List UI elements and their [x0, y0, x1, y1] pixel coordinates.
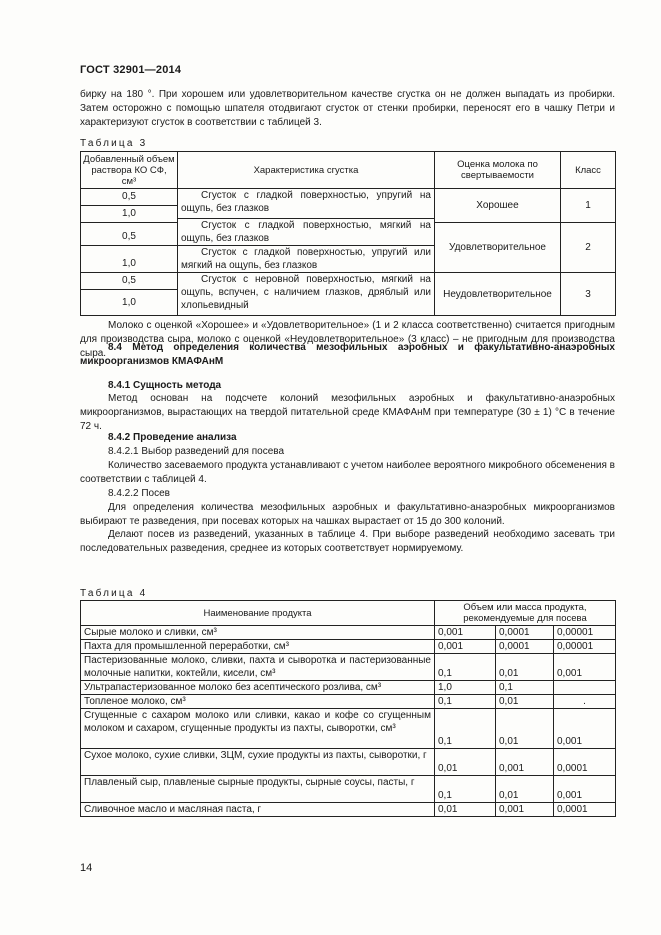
table4-product-name: Сгущенные с сахаром молоко или сливки, какао и кофе со сгущенным молоком и сахаром, сгущенные продукты из пахты, сыворотки, см³: [81, 709, 435, 749]
table-row: [81, 626, 616, 640]
table4-amount-2: 0,01: [496, 695, 554, 709]
table3-volume-cell: 1,0: [81, 246, 178, 273]
table4-product-name: Пастеризованные молоко, сливки, пахта и сыворотка и пастеризованные молочные напитки, коктейли, кисели, см³: [81, 654, 435, 681]
table4-amount-1: 0,1: [435, 695, 496, 709]
table4-amount-3: 0,001: [554, 776, 616, 803]
table3-class-cell: 1: [561, 189, 616, 223]
table4-header-row: [81, 601, 616, 626]
table3-rating-cell: Удовлетворительное: [435, 223, 561, 273]
table-row: [81, 695, 616, 709]
table4-amount-2: 0,0001: [496, 640, 554, 654]
table4-amount-2: 0,0001: [496, 626, 554, 640]
standard-header: ГОСТ 32901—2014: [80, 64, 182, 76]
table4-product-name: Сырые молоко и сливки, см³: [81, 626, 435, 640]
table4-amount-3: 0,001: [554, 709, 616, 749]
table-row: [81, 709, 616, 749]
table3-header-characteristic: Характеристика сгустка: [178, 152, 435, 189]
table-row: [81, 681, 616, 695]
table4-caption: Таблица 4: [80, 588, 148, 599]
table-row: [81, 803, 616, 817]
section-8-4-2-2-text1: Для определения количества мезофильных аэробных и факультативно-анаэробных микроорганизмов выбирают те разведения, при посевах которых на чашках вырастает от 15 до 300 колоний.: [80, 502, 615, 527]
table3-header-volume: Добавленный объем раствора КО СФ, см³: [81, 152, 178, 189]
table-row: [81, 654, 616, 681]
table3-volume-cell: 1,0: [81, 206, 178, 223]
section-8-4-heading: 8.4 Метод определения количества мезофильных аэробных и факультативно-анаэробных микроорганизмов КМАФАнМ: [80, 342, 615, 367]
page-number: 14: [80, 862, 93, 874]
table4-amount-2: 0,01: [496, 709, 554, 749]
table4-amount-1: 0,1: [435, 709, 496, 749]
section-8-4-2-2-title: 8.4.2.2 Посев: [108, 488, 170, 499]
table4-header-name: Наименование продукта: [81, 601, 435, 626]
table4-amount-1: 0,001: [435, 640, 496, 654]
table4-amount-1: 0,001: [435, 626, 496, 640]
table-row: [81, 749, 616, 776]
table3-description-cell: Сгусток с гладкой поверхностью, упругий на ощупь, без глазков: [178, 189, 435, 219]
table3-rating-cell: Хорошее: [435, 189, 561, 223]
table-row: [81, 640, 616, 654]
table3-description-cell: Сгусток с неровной поверхностью, мягкий на ощупь, вспучен, с наличием глазков, дряблый или хлопьевидный: [178, 273, 435, 316]
table3-volume-cell: 0,5: [81, 273, 178, 290]
table4-amount-1: 0,1: [435, 654, 496, 681]
table4-amount-3: .: [554, 695, 616, 709]
paragraph-suitability: Молоко с оценкой «Хорошее» и «Удовлетворительное» (1 и 2 класса соответственно) считается пригодным для производства сыра, молоко с оценкой «Неудовлетворительное» (3 класс) – не пригодным для производства сыра.: [80, 320, 615, 359]
section-8-4-2-2-text2: Делают посев из разведений, указанных в таблице 4. При выборе разведений необходимо засевать три последовательных разведения, среднее из которых соответствует нормируемому.: [80, 529, 615, 554]
table-row: [81, 776, 616, 803]
table3-class-cell: 2: [561, 223, 616, 273]
table3-header-row: [81, 152, 616, 189]
table4-amount-2: 0,1: [496, 681, 554, 695]
table3-description-cell: Сгусток с гладкой поверхностью, мягкий на ощупь, без глазков: [178, 219, 435, 246]
table4-amount-3: 0,00001: [554, 640, 616, 654]
section-8-4-1-title: 8.4.1 Сущность метода: [108, 380, 222, 391]
section-8-4-2-1-text: Количество засеваемого продукта устанавливают с учетом наиболее вероятного микробного обсеменения в соответствии с таблицей 4.: [80, 460, 615, 485]
section-8-4-2-1-title: 8.4.2.1 Выбор разведений для посева: [108, 446, 285, 457]
table4-amount-3: 0,0001: [554, 803, 616, 817]
table4-product-name: Сливочное масло и масляная паста, г: [81, 803, 435, 817]
table3-volume-cell: 0,5: [81, 223, 178, 246]
table4-product-name: Ультрапастеризованное молоко без асептического розлива, см³: [81, 681, 435, 695]
table4-amount-2: 0,01: [496, 776, 554, 803]
table4-amount-2: 0,001: [496, 749, 554, 776]
table3-volume-cell: 0,5: [81, 189, 178, 206]
table-row: [81, 273, 616, 290]
table4-amount-3: 0,0001: [554, 749, 616, 776]
table4-amount-3: [554, 681, 616, 695]
section-8-4-1-text: Метод основан на подсчете колоний мезофильных аэробных и факультативно-анаэробных микроорганизмов, вырастающих на твердой питательной среде КМАФАнМ при температуре (30 ± 1) °С в течение 72 ч.: [80, 393, 615, 432]
table4: [80, 600, 616, 817]
table4-amount-3: 0,001: [554, 654, 616, 681]
table3-class-cell: 3: [561, 273, 616, 316]
table3-caption: Таблица 3: [80, 138, 148, 149]
table4-product-name: Плавленый сыр, плавленые сырные продукты, сырные соусы, пасты, г: [81, 776, 435, 803]
table4-amount-1: 0,01: [435, 749, 496, 776]
section-8-4-2-title: 8.4.2 Проведение анализа: [108, 432, 237, 443]
table-row: [81, 189, 616, 206]
table4-amount-1: 0,1: [435, 776, 496, 803]
table3-description-cell: Сгусток с гладкой поверхностью, упругий или мягкий на ощупь, без глазков: [178, 246, 435, 273]
table3-header-rating: Оценка молока по свертываемости: [435, 152, 561, 189]
table4-product-name: Сухое молоко, сухие сливки, ЗЦМ, сухие продукты из пахты, сыворотки, г: [81, 749, 435, 776]
table4-product-name: Пахта для промышленной переработки, см³: [81, 640, 435, 654]
table3-rating-cell: Неудовлетворительное: [435, 273, 561, 316]
table4-amount-3: 0,00001: [554, 626, 616, 640]
table4-amount-2: 0,01: [496, 654, 554, 681]
table3-header-class: Класс: [561, 152, 616, 189]
table4-amount-1: 0,01: [435, 803, 496, 817]
table3-volume-cell: 1,0: [81, 290, 178, 316]
table3: [80, 151, 616, 316]
table4-product-name: Топленое молоко, см³: [81, 695, 435, 709]
table4-header-amount: Объем или масса продукта, рекомендуемые для посева: [435, 601, 616, 626]
intro-paragraph: бирку на 180 °. При хорошем или удовлетворительном качестве сгустка он не должен выпадать из пробирки. Затем осторожно с помощью шпателя отодвигают сгусток от стенки пробирки, переносят его в чашку Петри и характеризуют сгусток в соответствии с таблицей 3.: [80, 89, 615, 128]
table4-amount-2: 0,001: [496, 803, 554, 817]
table4-amount-1: 1,0: [435, 681, 496, 695]
